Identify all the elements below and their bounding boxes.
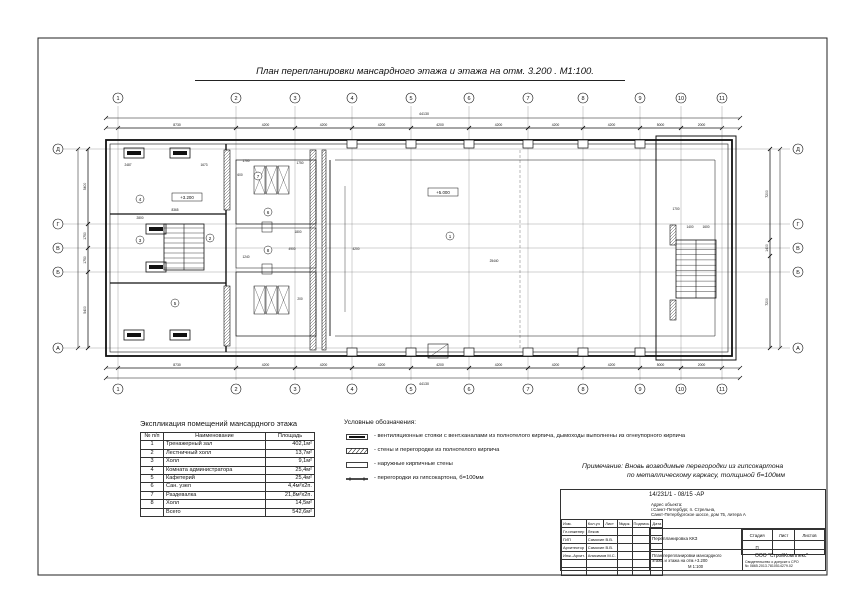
column — [523, 348, 533, 356]
column — [347, 348, 357, 356]
role: Инж.-Архит. — [563, 553, 585, 558]
legend-item-outer-walls — [344, 460, 614, 474]
room-area: 25,4м² — [266, 466, 315, 474]
inner-dimension: 200 — [297, 297, 303, 301]
room-number: 5 — [141, 475, 164, 483]
organization-detail: № 0865.2013.7810514279.02 — [745, 564, 793, 568]
table-row — [141, 449, 315, 457]
axis-label: 6 — [467, 387, 471, 393]
role: ГИП — [562, 536, 587, 544]
project-code: 14/231/1 - 08/15 -АР — [649, 492, 705, 498]
axis-label: 6 — [467, 96, 471, 102]
legend-title: Условные обозначения: — [344, 419, 417, 426]
table-row — [141, 500, 315, 508]
room-number: 3 — [138, 237, 142, 243]
outer-wall-icon — [346, 462, 368, 468]
sheet-title-line: План перепланировки мансардного — [652, 553, 722, 558]
vent-shaft-core — [149, 227, 163, 231]
axis-label: 7 — [526, 96, 530, 102]
left-dimension: 5400 — [83, 182, 87, 191]
inner-dimension: 1750 — [296, 161, 304, 165]
axis-label: 9 — [638, 387, 642, 393]
sheet-header: Лист — [773, 530, 795, 541]
room-number: 2 — [141, 449, 164, 457]
room-area: 4,4м²х2п. — [266, 483, 315, 491]
room-number: 2 — [208, 235, 212, 241]
room-name: Лестничный холл — [164, 449, 266, 457]
room-number: 1 — [448, 233, 452, 239]
legend-text: - наружные кирпичные стены — [374, 461, 453, 467]
column — [578, 348, 588, 356]
column — [406, 140, 416, 148]
legend-item-vent — [344, 432, 686, 446]
person: Самохин В.В. — [586, 544, 617, 552]
plan-body — [53, 93, 803, 394]
vent-shaft-core — [127, 151, 141, 155]
axis-label: 8 — [581, 96, 585, 102]
table-row — [141, 475, 315, 483]
room-area: 9,1м² — [266, 458, 315, 466]
sheets-header: Листов — [794, 530, 824, 541]
span-dimension: 4200 — [377, 123, 386, 127]
room-name: Холл — [164, 458, 266, 466]
locker-room-bottom — [236, 272, 316, 336]
organization-name: ООО "СтройКомплекс" — [755, 553, 809, 559]
axis-label: 2 — [234, 96, 238, 102]
span-dimension: 4200 — [494, 363, 503, 367]
title-underline — [195, 80, 625, 81]
table-row — [141, 466, 315, 474]
level-left: +3.200 — [180, 195, 194, 200]
locker-room-top — [236, 160, 316, 224]
room-area: 14,5м² — [266, 500, 315, 508]
sheet-title-line: этажа и этажа на отм.+3.200 — [652, 558, 708, 563]
wc-fixture — [262, 222, 272, 232]
inner-dimension: 4900 — [288, 247, 296, 251]
table-row — [141, 458, 315, 466]
axis-label: 4 — [350, 387, 354, 393]
room-name: Комната администратора — [164, 466, 266, 474]
left-dimension: 1750 — [83, 232, 87, 240]
note-line-2: по металлическому каркасу, толщиной б=100мм — [627, 472, 786, 479]
explication-title: Экспликация помещений мансардного этажа — [140, 419, 298, 428]
right-dimension: 7200 — [765, 298, 769, 306]
axis-label: А — [796, 346, 800, 352]
right-dimension: 7200 — [765, 190, 769, 198]
header-area: Площадь — [266, 433, 315, 441]
legend-text: - стены и перегородки из полнотелого кирпича — [374, 447, 500, 453]
span-dimension: 4200 — [551, 363, 560, 367]
explication-header-row — [141, 433, 315, 441]
column — [464, 348, 474, 356]
axis-label: 5 — [409, 96, 413, 102]
stage-value: П — [742, 541, 773, 555]
axis-label: 5 — [409, 387, 413, 393]
span-dimension: 4200 — [261, 123, 270, 127]
total-label: Всего — [164, 508, 266, 516]
span-dimension: 4200 — [607, 363, 616, 367]
stamp-cell: Изм. — [562, 520, 587, 528]
room-number: 1 — [141, 441, 164, 449]
room-area: 13,7м² — [266, 449, 315, 457]
room-number: 4 — [141, 466, 164, 474]
room-number: 5 — [173, 300, 177, 306]
inner-dimension: 1600 — [702, 225, 710, 229]
table-row — [562, 528, 663, 536]
axis-label: 3 — [293, 96, 297, 102]
axis-label: 2 — [234, 387, 238, 393]
person: Анисимов М.С. — [587, 553, 616, 558]
inner-dimension: 2487 — [124, 163, 132, 167]
span-dimension: 2000 — [697, 363, 706, 367]
axis-label: Д — [56, 147, 60, 153]
room-number — [141, 508, 164, 516]
span-dimension: 4200 — [319, 123, 328, 127]
room-number: 7 — [141, 491, 164, 499]
address-line: Санкт-Петербургское шоссе, дом 75, литера А — [651, 512, 746, 517]
table-row — [562, 568, 663, 576]
stage-title-cell — [649, 528, 743, 550]
span-dimension: 4200 — [551, 123, 560, 127]
address-line: Адрес объекта: — [651, 502, 683, 507]
note-line-1: Примечание: Вновь возводимые перегородки из гипсокартона — [582, 463, 784, 470]
room-explication — [140, 419, 315, 517]
legend-text: - вентиляционные стояки с вент.каналами из полнотелого кирпича, дымоходы выполнены из огнеупорного кирпича — [374, 433, 686, 439]
header-name: Наименование — [164, 433, 266, 441]
inner-dimension: 4200 — [352, 247, 360, 251]
span-dimension: 8730 — [173, 363, 181, 367]
legend-item-drywall — [344, 474, 614, 488]
axis-label: 3 — [293, 387, 297, 393]
column — [464, 140, 474, 148]
room-area: 21,8м²х2п. — [266, 491, 315, 499]
table-row — [562, 536, 663, 544]
axis-label: А — [56, 346, 60, 352]
room-name: Кафетерий — [164, 475, 266, 483]
span-dimension: 4200 — [319, 363, 328, 367]
axis-label: Б — [56, 270, 60, 276]
span-dimension: 4200 — [261, 363, 270, 367]
axis-label: Г — [796, 222, 800, 228]
title-block — [560, 489, 826, 571]
column — [347, 140, 357, 148]
room-name: Холл — [164, 500, 266, 508]
room-area: 25,4м² — [266, 475, 315, 483]
signatures-grid — [561, 519, 662, 576]
sheet-title-cell — [649, 549, 743, 571]
left-dimension: 5400 — [83, 306, 87, 314]
drywall-partition-icon — [346, 476, 368, 482]
person: Леков — [586, 528, 617, 536]
vent-shaft-core — [127, 333, 141, 337]
inner-dimension: 600 — [237, 173, 243, 177]
table-row — [141, 491, 315, 499]
axis-label: Г — [56, 222, 60, 228]
span-dimension: 4200 — [494, 123, 503, 127]
room-name: Тренажерный зал — [164, 441, 266, 449]
stamp-cell: Дата — [652, 521, 662, 526]
axis-label: 11 — [719, 387, 725, 393]
right-dimension: 1400 — [765, 244, 769, 252]
column — [578, 140, 588, 148]
organization-cell — [741, 549, 825, 571]
room-area: 402,1м² — [266, 441, 315, 449]
stage-header: Стадия — [742, 530, 773, 541]
room-number: 8 — [266, 247, 270, 253]
axis-label: 10 — [677, 387, 685, 393]
table-row — [742, 530, 825, 541]
role: Архитектор — [562, 544, 587, 552]
axis-label: 7 — [526, 387, 530, 393]
room-name: Раздевалка — [164, 491, 266, 499]
room-name: Сан. узел — [164, 483, 266, 491]
overall-dimension: 44130 — [419, 382, 429, 386]
left-dimension: 1750 — [83, 256, 87, 264]
column — [523, 140, 533, 148]
role: Гл.инженер — [563, 529, 585, 534]
room-number: 7 — [256, 173, 260, 179]
axis-label: 1 — [116, 387, 120, 393]
table-row — [562, 560, 663, 568]
inner-dimension: 1240 — [242, 255, 250, 259]
column — [635, 348, 645, 356]
inner-dimension: 25440 — [489, 259, 499, 263]
inner-dimension: 2800 — [136, 216, 144, 220]
inner-dimension: 1800 — [294, 230, 302, 234]
room-number: 6 — [266, 209, 270, 215]
axis-label: 1 — [116, 96, 120, 102]
stage-title: Перепланировка ККЗ — [652, 536, 698, 541]
inner-dimension: 1700 — [242, 159, 250, 163]
column — [406, 348, 416, 356]
inner-dimension: 1673 — [200, 163, 208, 167]
table-row — [562, 552, 663, 560]
span-dimension: 5000 — [656, 123, 665, 127]
vent-shaft-core — [173, 151, 187, 155]
column — [635, 140, 645, 148]
axis-label: 11 — [719, 96, 725, 102]
legend-text: - перегородки из гипсокартона, б=100мм — [374, 475, 484, 481]
stamp-cell: Подпись — [633, 521, 650, 526]
table-row — [141, 483, 315, 491]
span-dimension: 4200 — [607, 123, 616, 127]
axis-label: 4 — [350, 96, 354, 102]
stage-cells — [741, 528, 825, 550]
note — [582, 463, 822, 479]
axis-label: В — [796, 246, 800, 252]
axis-label: Б — [796, 270, 800, 276]
inner-dimension: 1400 — [686, 225, 694, 229]
span-dimension: 8730 — [173, 123, 181, 127]
person: Самохин В.В. — [586, 536, 617, 544]
table-row — [562, 520, 663, 528]
sheet-scale: М 1:100 — [688, 564, 704, 569]
total-area: 542,6м² — [266, 508, 315, 516]
object-address — [651, 502, 821, 517]
vent-shaft-icon — [346, 434, 368, 440]
header-number: № п/п — [141, 433, 164, 441]
table-row — [562, 544, 663, 552]
room-number: 4 — [138, 196, 142, 202]
span-dimension: 2000 — [697, 123, 706, 127]
organization-detail: Свидетельство о допуске к СРО — [745, 560, 799, 564]
hatched-wall-icon — [346, 448, 368, 454]
stamp-cell: Кол.уч — [586, 520, 603, 528]
span-dimension: 5000 — [656, 363, 665, 367]
span-dimension: 4200 — [377, 363, 386, 367]
overall-dimension: 44130 — [419, 112, 429, 116]
stamp-cell: Лист — [604, 520, 618, 528]
room-number: 6 — [141, 483, 164, 491]
wc-fixture — [262, 264, 272, 274]
axis-label: Д — [796, 147, 800, 153]
explication-table — [140, 432, 315, 517]
inner-dimension: 1700 — [672, 207, 680, 211]
drawing-title: План перепланировки мансардного этажа и этажа на отм. 3.200 . М1:100. — [256, 66, 594, 77]
legend-item-brick-walls — [344, 446, 614, 460]
level-main: +5.000 — [436, 190, 450, 195]
axis-label: В — [56, 246, 60, 252]
axis-label: 9 — [638, 96, 642, 102]
inner-dimension: 8365 — [171, 208, 179, 212]
table-row-total — [141, 508, 315, 516]
axis-label: 10 — [677, 96, 685, 102]
table-row — [141, 441, 315, 449]
stamp-cell: №док. — [618, 521, 631, 526]
address-line: г.Санкт-Петербург, п. Стрельна, — [651, 507, 716, 512]
vent-shaft-core — [149, 265, 163, 269]
room-number: 8 — [141, 500, 164, 508]
room-number: 3 — [141, 458, 164, 466]
span-dimension: 4200 — [436, 123, 444, 127]
axis-label: 8 — [581, 387, 585, 393]
span-dimension: 4200 — [436, 363, 444, 367]
vent-shaft-core — [173, 333, 187, 337]
